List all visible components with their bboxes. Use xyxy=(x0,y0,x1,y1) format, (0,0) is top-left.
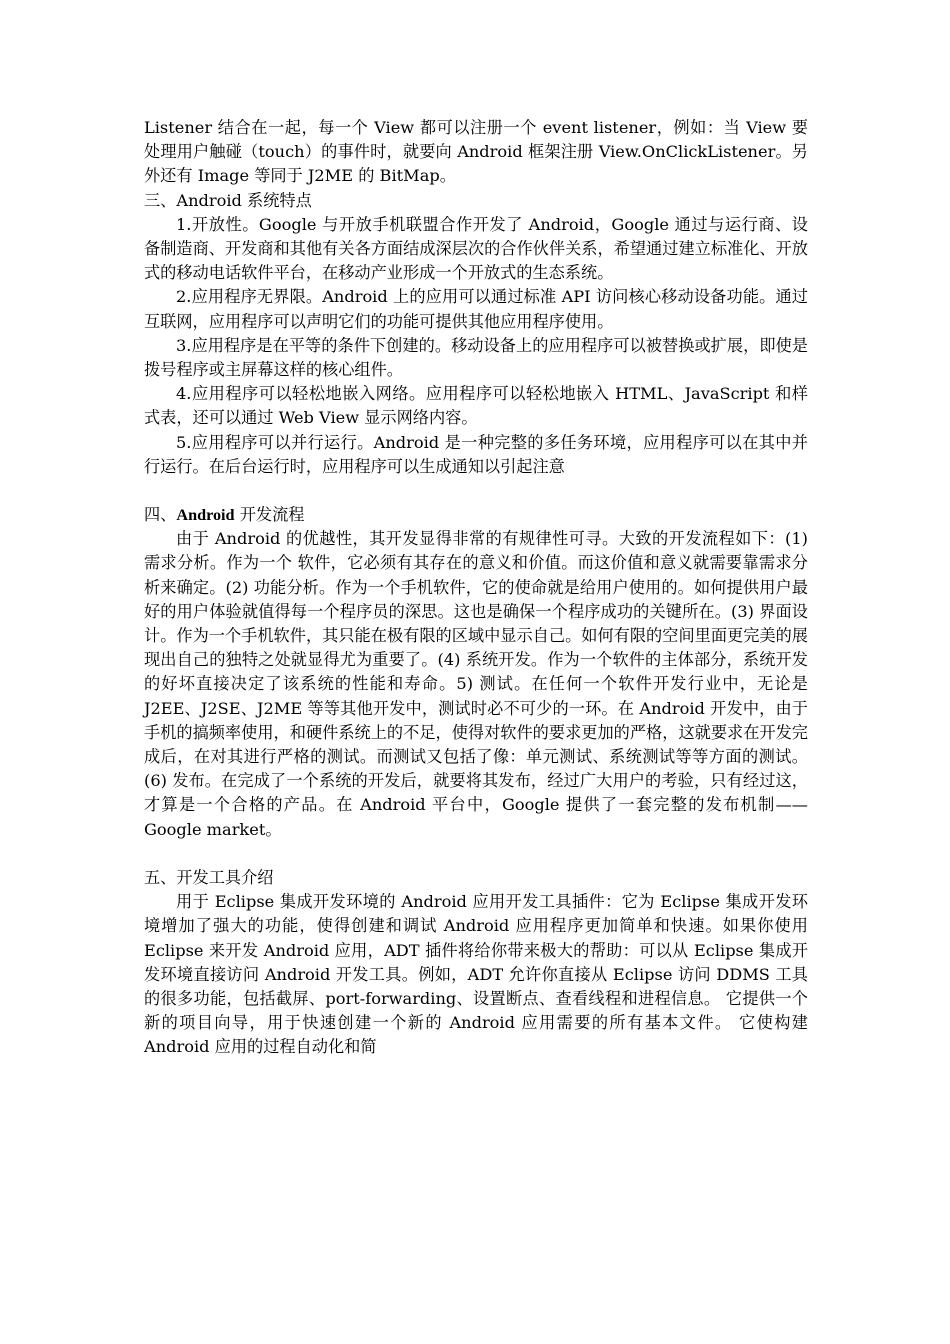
section-heading-dev-process xyxy=(144,503,808,527)
paragraph-dev-process: 由于 Android 的优越性，其开发显得非常的有规律性可寻。大致的开发流程如下：(1) 需求分析。作为一个 软件，它必须有其存在的意义和价值。而这价值和意义就需要靠需求分析来确定。(2) 功能分析。作为一个手机软件，它的使命就是给用户使用的。如何提供用户最好的用户体验就值得每一个程序员的深思。这也是确保一个程序成功的关键所在。(3) 界面设计。作为一个手机软件，其只能在极有限的区域中显示自己。如何有限的空间里面更完美的展现出自己的独特之处就显得尤为重要了。(4) 系统开发。作为一个软件的主体部分，系统开发的好坏直接决定了该系统的性能和寿命。5) 测试。在任何一个软件开发行业中，无论是 J2EE、J2SE、J2ME 等等其他开发中，测试时必不可少的一环。在 Android 开发中，由于手机的搞频率使用，和硬件系统上的不足，使得对软件的要求更加的严格，这就要求在开发完成后，在对其进行严格的测试。而测试又包括了像：单元测试、系统测试等等方面的测试。(6) 发布。在完成了一个系统的开发后，就要将其发布，经过广大用户的考验，只有经过这，才算是一个合格的产品。在 Android 平台中，Google 提供了一套完整的发布机制——Google market。 xyxy=(144,529,808,839)
paragraph-parallel-run: 5.应用程序可以并行运行。Android 是一种完整的多任务环境，应用程序可以在其中并行运行。在后台运行时，应用程序可以生成通知以引起注意 xyxy=(144,432,808,476)
blank-line xyxy=(144,479,808,503)
paragraph-openness: 1.开放性。Google 与开放手机联盟合作开发了 Android，Google 通过与运行商、设备制造商、开发商和其他有关各方面结成深层次的合作伙伴关系，希望通过建立标准化、开放式的移动电话软件平台，在移动产业形成一个开放式的生态系统。 xyxy=(144,214,808,283)
paragraph-no-boundaries: 2.应用程序无界限。Android 上的应用可以通过标准 API 访问核心移动设备功能。通过互联网，应用程序可以声明它们的功能可提供其他应用程序使用。 xyxy=(144,287,808,331)
heading-suffix: 开发流程 xyxy=(234,505,305,525)
paragraph-embed-web: 4.应用程序可以轻松地嵌入网络。应用程序可以轻松地嵌入 HTML、JavaScript 和样式表，还可以通过 Web View 显示网络内容。 xyxy=(144,384,808,428)
heading-prefix: 四、 xyxy=(144,505,177,525)
section-heading-dev-tools: 五、开发工具介绍 xyxy=(144,867,274,887)
heading-bold-android: Android xyxy=(176,506,235,525)
paragraph-adt-plugin: 用于 Eclipse 集成开发环境的 Android 应用开发工具插件：它为 Eclipse 集成开发环境增加了强大的功能，使得创建和调试 Android 应用程序更加简单和快速。如果你使用 Eclipse 来开发 Android 应用，ADT 插件将给你带来极大的帮助：可以从 Eclipse 集成开发环境直接访问 Android 开发工具。例如，ADT 允许你直接从 Eclipse 访问 DDMS 工具的很多功能，包括截屏、port-forwarding、设置断点、查看线程和进程信息。 它提供一个新的项目向导，用于快速创建一个新的 Android 应用需要的所有基本文件。 它使构建 Android 应用的过程自动化和简 xyxy=(144,892,808,1057)
section-heading-android-features: 三、Android 系统特点 xyxy=(144,190,312,210)
paragraph-view-listener: Listener 结合在一起，每一个 View 都可以注册一个 event listener，例如：当 View 要处理用户触碰（touch）的事件时，就要向 Android 框架注册 View.OnClickListener。另外还有 Image 等同于 J2ME 的 BitMap。 xyxy=(144,118,808,186)
blank-line xyxy=(144,842,808,866)
paragraph-equal-conditions: 3.应用程序是在平等的条件下创建的。移动设备上的应用程序可以被替换或扩展，即使是拨号程序或主屏幕这样的核心组件。 xyxy=(144,335,808,380)
document-page xyxy=(144,116,808,1060)
